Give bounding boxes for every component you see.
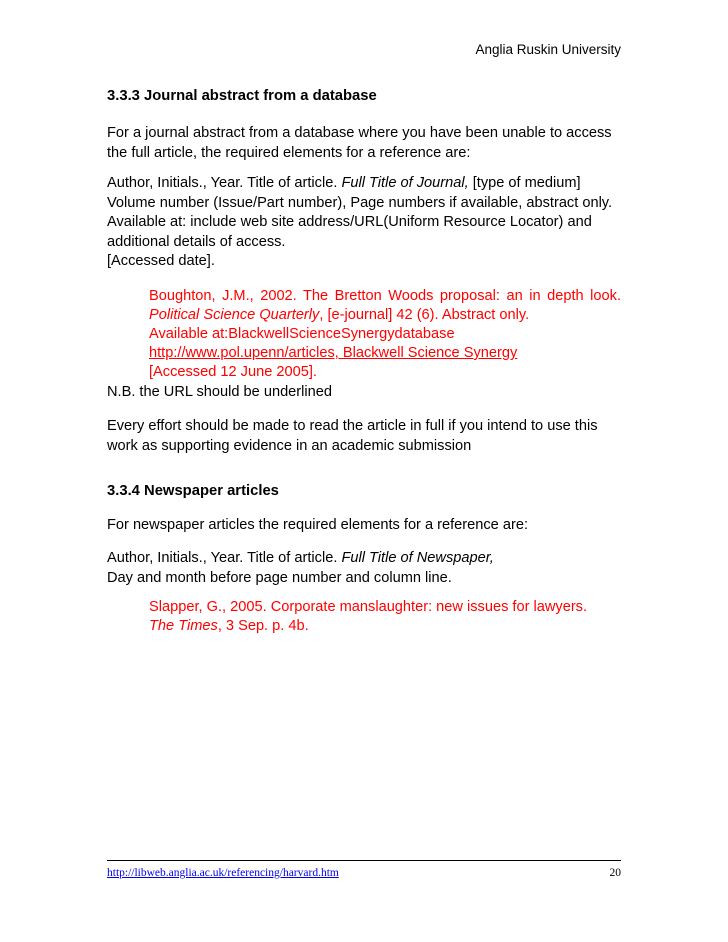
ref-line: Available at:BlackwellScienceSynergydatabase — [149, 326, 455, 342]
text-line: the full article, the required elements for a reference are: — [107, 144, 471, 161]
text-line: Author, Initials., Year. Title of article. Full Title of Journal, [type of medium] — [107, 175, 581, 191]
text-line: work as supporting evidence in an academic submission — [107, 437, 472, 454]
newspaper-title-italic: Full Title of Newspaper, — [341, 550, 494, 566]
intro-paragraph-334: For newspaper articles the required elements for a reference are: — [107, 517, 528, 533]
ref-line: [Accessed 12 June 2005]. — [149, 364, 317, 380]
text-line: Every effort should be made to read the article in full if you intend to use this — [107, 418, 598, 434]
intro-paragraph-333 — [107, 124, 622, 163]
reference-url-link[interactable]: http://www.pol.upenn/articles, Blackwell Science Synergy — [149, 345, 518, 361]
text-line: Author, Initials., Year. Title of article. Full Title of Newspaper, — [107, 550, 494, 566]
section-heading-334: 3.3.4 Newspaper articles — [107, 483, 279, 499]
text-line: [Accessed date]. — [107, 253, 215, 269]
page-footer — [107, 860, 621, 879]
ref-line: Slapper, G., 2005. Corporate manslaughter: new issues for lawyers. — [149, 599, 588, 615]
ref-line — [149, 344, 621, 363]
ref-line: The Times, 3 Sep. p. 4b. — [149, 618, 309, 634]
text-line: For a journal abstract from a database where you have been unable to access — [107, 125, 612, 141]
text-line: additional details of access. — [107, 233, 286, 250]
section-heading-333: 3.3.3 Journal abstract from a database — [107, 88, 377, 104]
text-line: Day and month before page number and column line. — [107, 569, 452, 586]
running-header: Anglia Ruskin University — [475, 42, 621, 57]
page-number: 20 — [609, 867, 621, 879]
ref-line: Boughton, J.M., 2002. The Bretton Woods proposal: an in depth look. — [149, 288, 621, 304]
advice-paragraph — [107, 417, 622, 456]
footer-url-link[interactable]: http://libweb.anglia.ac.uk/referencing/harvard.htm — [107, 867, 339, 879]
text-line: Volume number (Issue/Part number), Page numbers if available, abstract only. — [107, 194, 613, 211]
ref-line: Political Science Quarterly, [e-journal] 42 (6). Abstract only. — [149, 307, 530, 323]
text-line: Available at: include web site address/URL(Uniform Resource Locator) and — [107, 214, 592, 230]
example-reference-newspaper — [149, 598, 621, 636]
journal-name: Political Science Quarterly — [149, 307, 320, 323]
journal-title-italic: Full Title of Journal, — [341, 175, 469, 191]
url-note: N.B. the URL should be underlined — [107, 384, 332, 400]
required-elements-333 — [107, 174, 622, 272]
example-reference-journal — [149, 287, 621, 382]
newspaper-name: The Times — [149, 618, 218, 634]
required-elements-334 — [107, 549, 622, 588]
